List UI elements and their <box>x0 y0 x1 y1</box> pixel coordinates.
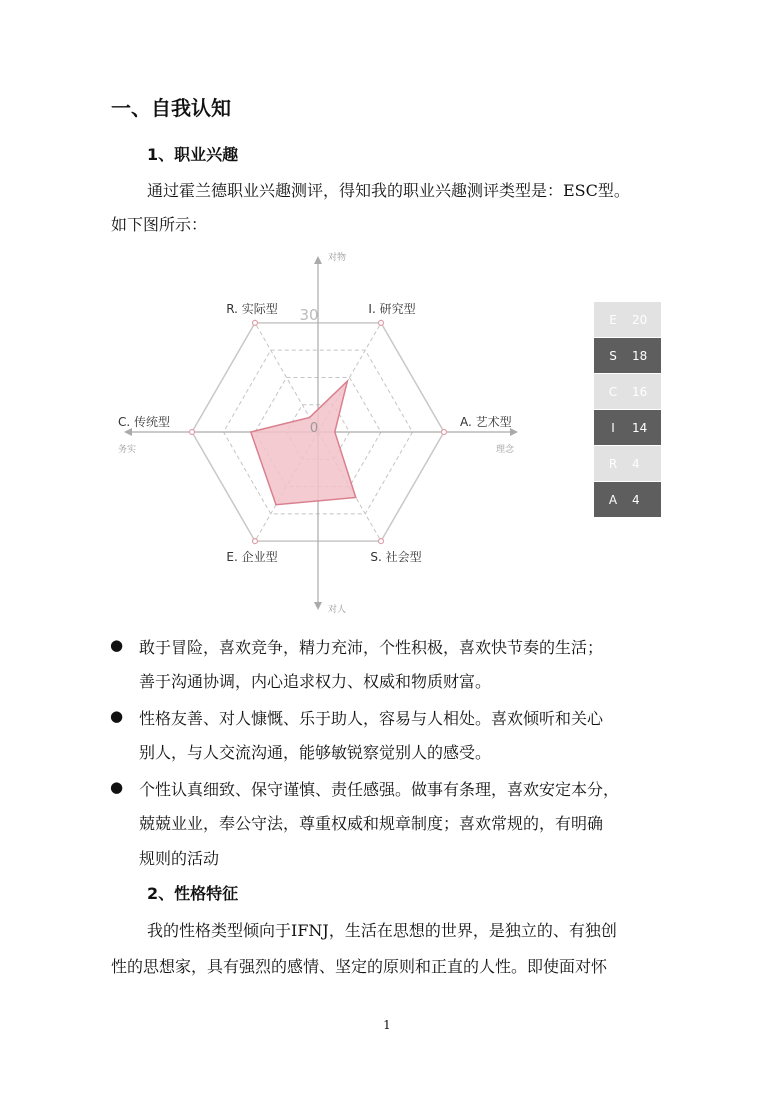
score-value: 4 <box>632 456 640 471</box>
heading-self-awareness: 一、自我认知 <box>111 96 231 120</box>
score-value: 18 <box>632 348 648 363</box>
tick-label-zero: 0 <box>309 421 319 436</box>
radar-axis-label: I. 研究型 <box>368 302 416 316</box>
radar-vertex-dot <box>379 539 384 544</box>
page-number: 1 <box>383 1018 391 1032</box>
radar-axis-label: A. 艺术型 <box>460 415 512 429</box>
bullet-text-line: 规则的活动 <box>139 849 220 868</box>
score-row <box>594 410 661 445</box>
direction-label-left: 务实 <box>118 445 137 455</box>
score-key: C <box>608 384 618 399</box>
radar-labels <box>118 251 515 615</box>
radar-axis-label: R. 实际型 <box>226 302 278 316</box>
score-row <box>594 338 661 373</box>
arrow-down <box>314 602 322 610</box>
intro-line-2: 如下图所示： <box>111 215 208 234</box>
bullet-marker: ● <box>110 636 124 654</box>
radar-area <box>251 381 356 505</box>
bullet-text-line: 个性认真细致、保守谨慎、责任感强。做事有条理，喜欢安定本分， <box>139 780 620 799</box>
score-key: S <box>609 348 617 363</box>
personality-line-2: 性的思想家，具有强烈的感情、坚定的原则和正直的人性。即使面对怀 <box>111 957 608 976</box>
section-title-personality: 2、性格特征 <box>147 884 239 903</box>
score-value: 14 <box>632 420 648 435</box>
section-title-career-interest: 1、职业兴趣 <box>147 145 239 164</box>
bullet-text-line: 别人，与人交流沟通，能够敏锐察觉别人的感受。 <box>139 743 492 762</box>
score-key: I <box>611 420 615 435</box>
direction-label-right: 理念 <box>496 445 515 455</box>
score-row <box>594 446 661 481</box>
score-value: 20 <box>632 312 648 327</box>
arrow-right <box>510 428 518 436</box>
bullet-text-line: 性格友善、对人慷慨、乐于助人，容易与人相处。喜欢倾听和关心 <box>139 709 604 728</box>
radar-vertex-dot <box>442 430 447 435</box>
bullet-text-line: 兢兢业业，奉公守法，尊重权威和规章制度；喜欢常规的，有明确 <box>139 814 604 833</box>
arrow-up <box>314 256 322 264</box>
tick-label-max: 30 <box>299 306 319 324</box>
score-value: 4 <box>632 492 640 507</box>
direction-label-top: 对物 <box>328 253 347 263</box>
personality-line-1: 我的性格类型倾向于IFNJ，生活在思想的世界，是独立的、有独创 <box>147 921 617 940</box>
radar-vertex-dot <box>253 320 258 325</box>
score-table <box>594 302 661 518</box>
score-row <box>594 302 661 337</box>
arrow-left <box>124 428 132 436</box>
bullet-text-line: 敢于冒险，喜欢竞争，精力充沛，个性积极，喜欢快节奏的生活； <box>139 638 604 657</box>
score-key: A <box>608 492 618 507</box>
bullet-marker: ● <box>110 707 124 725</box>
score-key: R <box>608 456 618 471</box>
score-key: E <box>609 312 617 327</box>
radar-vertex-dot <box>379 320 384 325</box>
score-row <box>594 374 661 409</box>
score-row <box>594 482 661 517</box>
direction-label-bottom: 对人 <box>328 605 347 615</box>
bullet-text-line: 善于沟通协调，内心追求权力、权威和物质财富。 <box>139 672 492 691</box>
radar-vertex-dot <box>190 430 195 435</box>
radar-axis-label: S. 社会型 <box>370 550 422 564</box>
radar-axis-label: C. 传统型 <box>118 415 171 429</box>
intro-line-1: 通过霍兰德职业兴趣测评，得知我的职业兴趣测评类型是：ESC型。 <box>147 181 630 200</box>
score-value: 16 <box>632 384 648 399</box>
radar-axis-label: E. 企业型 <box>226 550 278 564</box>
radar-vertex-dot <box>253 539 258 544</box>
bullet-marker: ● <box>110 778 124 796</box>
